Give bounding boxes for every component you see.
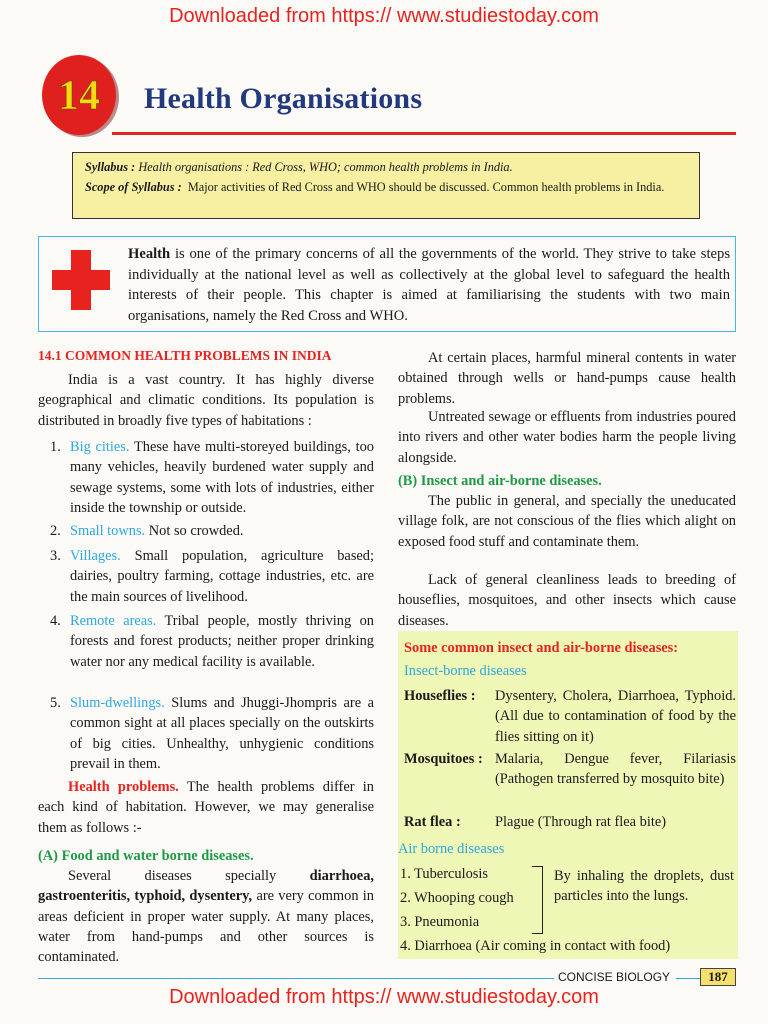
item-text: Tribal people, mostly thriving on forests and forest products; neither proper drinking water nor any medical facility is available. — [70, 613, 374, 670]
bracket — [532, 866, 543, 934]
syllabus-box — [72, 152, 700, 219]
air-borne-heading: Air borne diseases — [398, 841, 505, 857]
chapter-number-badge — [38, 54, 120, 138]
item-term: Remote areas. — [70, 613, 157, 629]
para-a-bold: diarrhoea, gastroenteritis, typhoid, dysentery, — [38, 868, 374, 905]
right-para-3: The public in general, and specially the uneducated village folk, are not conscious of the flies which alight on exposed food stuff and contaminate them. — [398, 493, 736, 550]
vector-diseases: Malaria, Dengue fever, Filariasis (Pathogen transferred by mosquito bite) — [495, 751, 736, 788]
page-number: 187 — [700, 968, 736, 986]
item-text: These have multi-storeyed buildings, too many vehicles, heavily burdened water supply and sewage systems, some with lots of industries, either inside the township or outside. — [70, 439, 374, 516]
footer-dash — [676, 978, 700, 979]
subheading-b: (B) Insect and air-borne diseases. — [398, 473, 602, 489]
red-cross-icon — [52, 250, 110, 310]
item-term: Slum-dwellings. — [70, 695, 165, 711]
subheading-a: (A) Food and water borne diseases. — [38, 848, 254, 864]
health-problems-term: Health problems. — [68, 779, 179, 795]
item-text: Small population, agriculture based; dairies, poultry farming, cottage industries, etc. are the main sources of livelihood. — [70, 548, 374, 605]
syllabus-text: Health organisations : Red Cross, WHO; common health problems in India. — [138, 160, 513, 174]
disease-box-heading: Some common insect and air-borne diseases: — [404, 640, 679, 656]
item-term: Big cities. — [70, 439, 130, 455]
item-number: 5. — [50, 695, 61, 711]
intro-bold: Health — [128, 246, 171, 262]
footer-rule — [38, 978, 642, 979]
scope-label: Scope of Syllabus : — [85, 180, 182, 194]
left-para-1: India is a vast country. It has highly diverse geographical and climatic conditions. Its population is distributed in broadly five types of habitations : — [38, 372, 374, 429]
air-disease-item: 3. Pneumonia — [400, 914, 480, 930]
intro-paragraph — [128, 244, 730, 326]
right-para-2: Untreated sewage or effluents from industries poured into rivers and other water bodies harm the people living alongside. — [398, 409, 736, 466]
right-para-1: At certain places, harmful mineral contents in water obtained through wells or hand-pumps cause health problems. — [398, 350, 736, 407]
intro-text: is one of the primary concerns of all the governments of the world. They strive to take steps individually at the national level as well as collectively at the global level to safeguard the health interests of their people. This chapter is aimed at familiarising the students with two main organisations, namely the Red Cross and WHO. — [128, 246, 730, 324]
chapter-title: Health Organisations — [144, 82, 423, 115]
vector-diseases: Plague (Through rat flea bite) — [495, 814, 667, 830]
scope-text: Major activities of Red Cross and WHO should be discussed. Common health problems in India. — [187, 180, 665, 194]
right-para-4: Lack of general cleanliness leads to breeding of houseflies, mosquitoes, and other insects which cause diseases. — [398, 572, 736, 629]
insect-borne-heading: Insect-borne diseases — [404, 663, 527, 679]
item-number: 1. — [50, 439, 61, 455]
title-rule — [112, 132, 736, 135]
vector-name: Mosquitoes : — [404, 751, 483, 767]
air-disease-item: 4. Diarrhoea (Air coming in contact with food) — [400, 938, 671, 954]
vector-name: Rat flea : — [404, 814, 461, 830]
chapter-number: 14 — [58, 73, 100, 119]
item-number: 3. — [50, 548, 61, 564]
left-para-a — [38, 866, 374, 967]
watermark-top: Downloaded from https:// www.studiestoday.com — [169, 5, 599, 27]
disease-box — [398, 631, 738, 959]
item-term: Villages. — [70, 548, 121, 564]
syllabus-label: Syllabus : — [85, 160, 136, 174]
health-problems-text: The health problems differ in each kind of habitation. However, we may generalise them as follows :- — [38, 779, 374, 836]
section-heading: 14.1 COMMON HEALTH PROBLEMS IN INDIA — [38, 348, 332, 363]
item-number: 4. — [50, 613, 61, 629]
book-title: CONCISE BIOLOGY — [554, 970, 674, 984]
air-borne-note: By inhaling the droplets, dust particles into the lungs. — [554, 868, 734, 905]
item-number: 2. — [50, 523, 61, 539]
vector-diseases: Dysentery, Cholera, Diarrhoea, Typhoid. (All due to contamination of food by the flies sitting on it) — [495, 688, 736, 745]
item-text: Slums and Jhuggi-Jhompris are a common sight at all places specially on the outskirts of big cities. Unhealthy, unhygienic conditions prevail in them. — [70, 695, 374, 772]
para-a-text-1: Several diseases specially — [68, 868, 310, 884]
item-text: Not so crowded. — [145, 523, 244, 539]
watermark-bottom: Downloaded from https:// www.studiestoday.com — [169, 986, 599, 1008]
vector-name: Houseflies : — [404, 688, 476, 704]
air-disease-item: 2. Whooping cough — [400, 890, 514, 906]
item-term: Small towns. — [70, 523, 146, 539]
health-problems-paragraph — [38, 777, 374, 838]
air-disease-item: 1. Tuberculosis — [400, 866, 488, 882]
para-a-text-2: are very common in areas deficient in proper water supply. At many places, water from hand-pumps and other sources is contaminated. — [38, 888, 374, 966]
